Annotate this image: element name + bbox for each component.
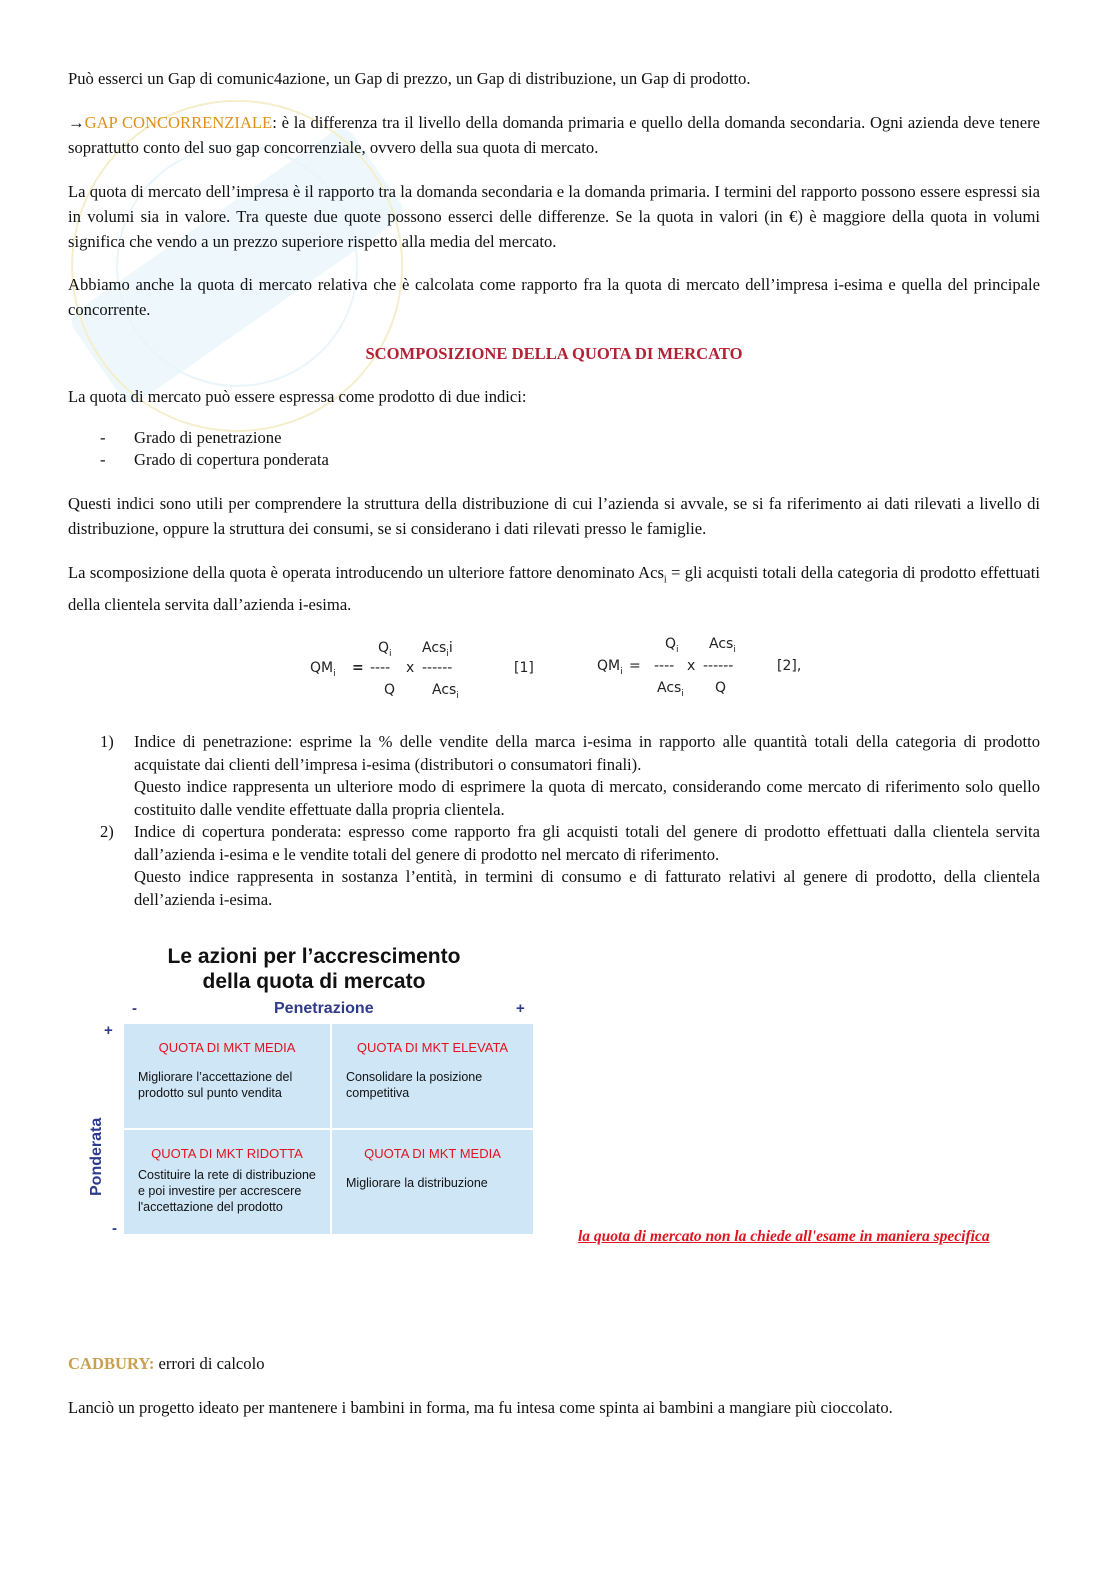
matrix-cell-bottom-right: QUOTA DI MKT MEDIA Migliorare la distribuzione: [332, 1130, 533, 1234]
paragraph-gap-types: Può esserci un Gap di comunic4azione, un Gap di prezzo, un Gap di distribuzione, un Gap di prodotto.: [68, 69, 751, 88]
matrix-cell-bottom-left: QUOTA DI MKT RIDOTTA Costituire la rete di distribuzione e poi investire per accrescere l'accettazione del prodotto: [124, 1130, 330, 1234]
section-heading: SCOMPOSIZIONE DELLA QUOTA DI MERCATO: [365, 344, 743, 363]
paragraph-indici-intro: La quota di mercato può essere espressa come prodotto di due indici:: [68, 387, 527, 406]
matrix-cell-top-left: QUOTA DI MKT MEDIA Migliorare l’accettazione del prodotto sul punto vendita: [124, 1024, 330, 1128]
y-axis-label: Ponderata: [88, 1117, 105, 1196]
cadbury-label: CADBURY:: [68, 1354, 155, 1373]
list-item: - Grado di copertura ponderata: [100, 450, 329, 469]
x-axis-label: Penetrazione: [274, 1000, 374, 1017]
exam-note: la quota di mercato non la chiede all'esame in maniera specifica: [578, 1228, 990, 1245]
list-item: 2) Indice di copertura ponderata: espresso come rapporto fra gli acquisti totali del genere di prodotto effettuati dalla clientela servita dall’azienda i-esima e le vendite totali del genere di prodotto nel mercato di riferimento. Questo indice rappresenta in sostanza l’entità, in termini di consumo e di fatturato relativi al genere di prodotto, della clientela dell’azienda i-esima.: [100, 822, 1040, 909]
list-item: - Grado di penetrazione: [100, 428, 282, 447]
paragraph-scomposizione: La scomposizione della quota è operata introducendo un ulteriore fattore denominato Acs$_i$ = gli acquisti totali della categoria di prodotto effettuati della clientela servita dall’azienda i-esima.: [68, 563, 1041, 615]
list-item: 1) Indice di penetrazione: esprime la % delle vendite della marca i-esima in rapporto alle quantità totali della categoria di prodotto acquistate dai clienti dell’impresa i-esima (distributori o consumatori finali). Questo indice rappresenta un ulteriore modo di esprimere la quota di mercato, considerando come mercato di riferimento solo quello costituito dalle vendite effettuate dalla propria clientela.: [100, 732, 1040, 819]
term-gap-concorrenziale: GAP CONCORRENZIALE: [84, 113, 273, 132]
paragraph-quota-mercato: La quota di mercato dell’impresa è il rapporto tra la domanda secondaria e la domanda primaria. I termini del rapporto possono essere espressi sia in volumi sia in valore. Tra queste due quote possono esserci delle differenze. Se la quota in valori (in €) è maggiore della quota in volumi significa che vendo a un prezzo superiore rispetto alla media del mercato.: [68, 182, 1040, 251]
formula-2: $QM_i$ = $Q_i$ Acs$_i$ ---- x ------ Acs$_i$ Q [2],: [597, 636, 802, 699]
bullet-list: [100, 427, 329, 471]
paragraph-cadbury-story: Lanciò un progetto ideato per mantenere i bambini in forma, ma fu intesa come spinta ai bambini a mangiare più cioccolato.: [68, 1398, 893, 1417]
paragraph-cadbury: CADBURY: errori di calcolo: [68, 1354, 265, 1373]
market-share-matrix-figure: [84, 940, 544, 1240]
y-axis-minus: -: [112, 1220, 117, 1237]
figure-title: Le azioni per l’accrescimento della quota di mercato: [167, 945, 461, 993]
y-axis-plus: +: [104, 1022, 113, 1039]
x-axis-plus: +: [516, 1000, 525, 1017]
arrow-icon: →: [68, 113, 85, 132]
paragraph-indici-utility: Questi indici sono utili per comprendere la struttura della distribuzione di cui l’azienda si avvale, se si fa riferimento ai dati rilevati a livello di distribuzione, oppure la struttura dei consumi, se si considerano i dati rilevati presso le famiglie.: [68, 494, 1040, 538]
x-axis-minus: -: [132, 1000, 137, 1017]
matrix-cell-top-right: QUOTA DI MKT ELEVATA Consolidare la posizione competitiva: [332, 1024, 533, 1128]
paragraph-gap-concorrenziale: [68, 110, 1040, 160]
paragraph-quota-relativa: Abbiamo anche la quota di mercato relativa che è calcolata come rapporto fra la quota di mercato dell’impresa i-esima e quella del principale concorrente.: [68, 275, 1040, 319]
numbered-list: [100, 731, 1040, 911]
paragraph-gap-concorrenziale-text: : è la differenza tra il livello della domanda primaria e quello della domanda secondaria. Ogni azienda deve tenere soprattutto conto del suo gap concorrenziale, ovvero della sua quota di mercato.: [68, 113, 1040, 157]
formula-1: $QM_i$ = $Q_i$ Acs$_i$i ---- x ------ Q Acs$_i$ [1]: [310, 640, 534, 701]
